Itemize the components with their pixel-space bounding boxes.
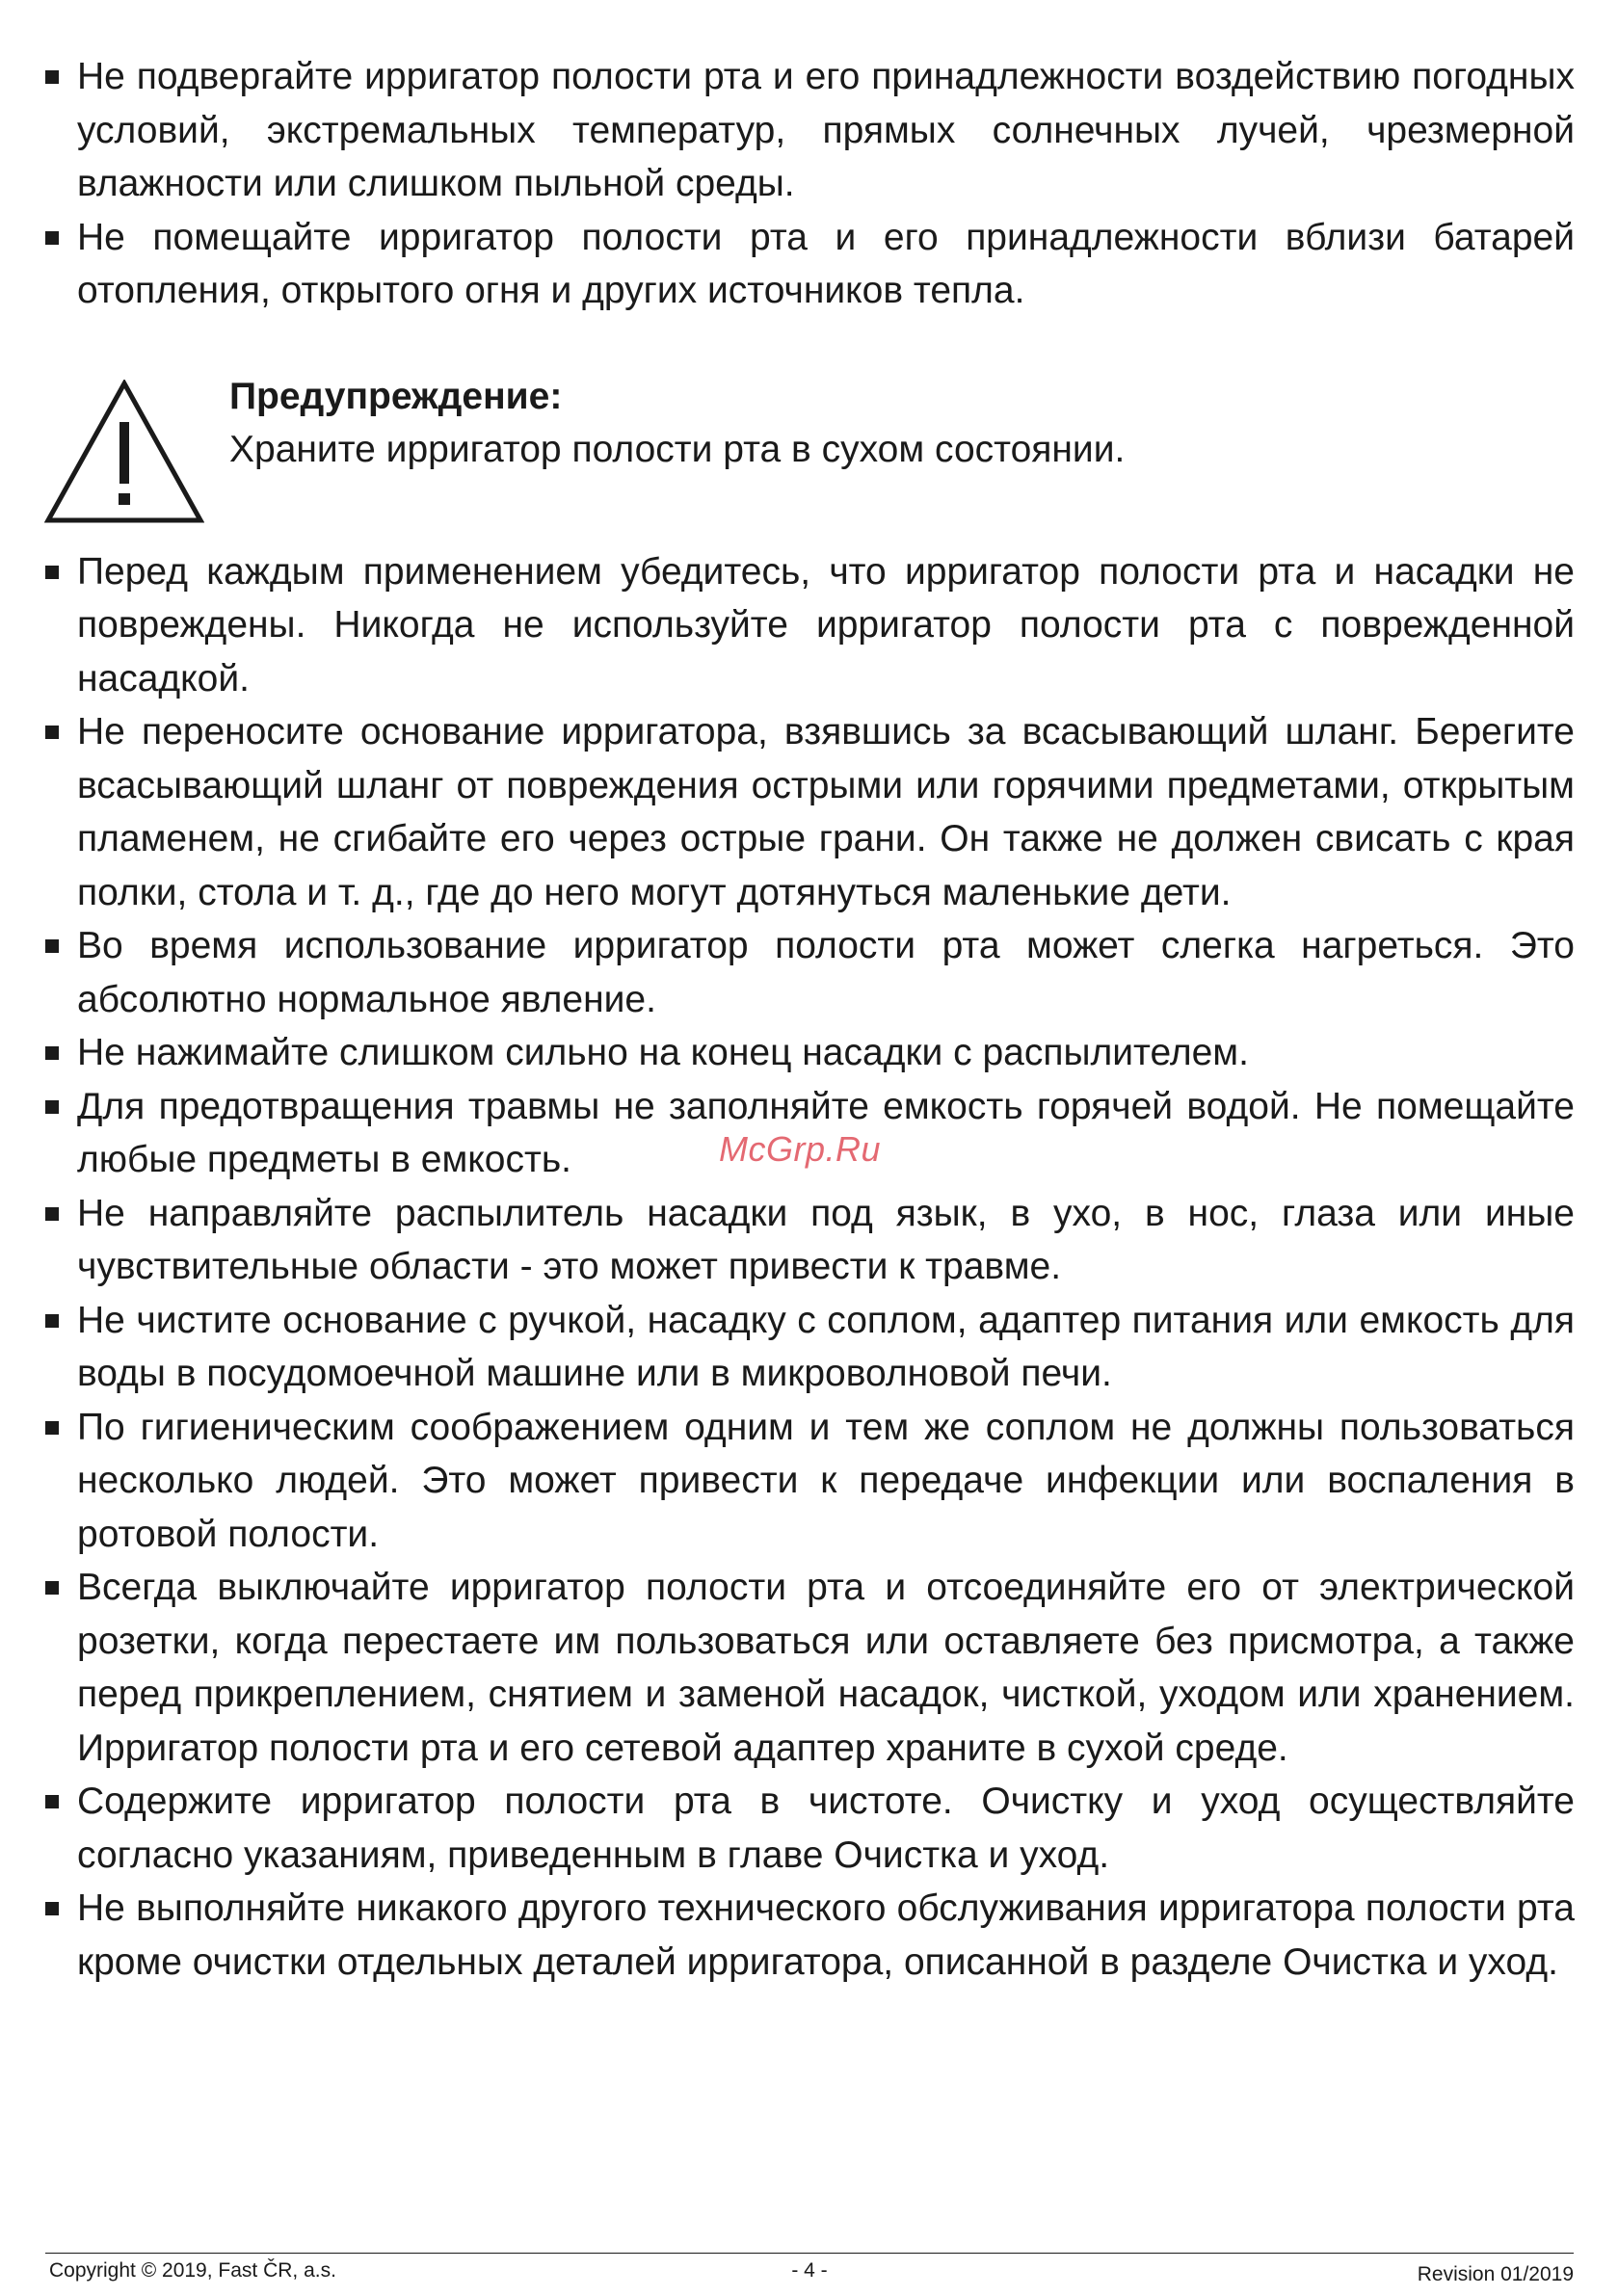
bullet-icon bbox=[45, 939, 59, 953]
bullet-icon bbox=[45, 1207, 59, 1221]
list-item-text: Перед каждым применением убедитесь, что ирригатор полости рта и насадки не повреждены. Никогда не используйте ирригатор полости рта с поврежденной насадкой. bbox=[77, 550, 1575, 699]
warning-block bbox=[44, 318, 1575, 545]
footer-copyright: Copyright © 2019, Fast ČR, a.s. bbox=[49, 2259, 336, 2282]
list-item-text: Содержите ирригатор полости рта в чистоте. Очистку и уход осуществляйте согласно указаниям, приведенным в главе Очистка и уход. bbox=[77, 1781, 1575, 1876]
main-list bbox=[44, 545, 1575, 1990]
list-item bbox=[44, 50, 1575, 211]
list-item-text: Не чистите основание с ручкой, насадку с соплом, адаптер питания или емкость для воды в посудомоечной машине или в микроволновой печи. bbox=[77, 1299, 1575, 1394]
list-item bbox=[44, 1187, 1575, 1294]
list-item-text: Не нажимайте слишком сильно на конец насадки с распылителем. bbox=[77, 1032, 1249, 1073]
list-item-text: Не переносите основание ирригатора, взявшись за всасывающий шланг. Берегите всасывающий шланг от повреждения острыми или горячими предметами, открытым пламенем, не сгибайте его через острые грани. Он также не должен свисать с края полки, стола и т. д., где до него могут дотянуться маленькие дети. bbox=[77, 711, 1575, 913]
bullet-icon bbox=[45, 566, 59, 579]
list-item-text: Во время использование ирригатор полости рта может слегка нагреться. Это абсолютно нормальное явление. bbox=[77, 925, 1575, 1020]
bullet-icon bbox=[45, 70, 59, 84]
bullet-icon bbox=[45, 1902, 59, 1915]
list-item bbox=[44, 705, 1575, 919]
top-list bbox=[44, 50, 1575, 318]
bullet-icon bbox=[45, 1795, 59, 1808]
list-item bbox=[44, 1026, 1575, 1080]
footer-page-number: - 4 - bbox=[791, 2259, 828, 2282]
list-item-text: Всегда выключайте ирригатор полости рта и отсоединяйте его от электрической розетки, когда перестаете им пользоваться или оставляете без присмотра, а также перед прикреплением, снятием и заменой насадок, чисткой, уходом или хранением. Ирригатор полости рта и его сетевой адаптер храните в сухой среде. bbox=[77, 1567, 1575, 1769]
bullet-icon bbox=[45, 231, 59, 245]
list-item bbox=[44, 919, 1575, 1026]
list-item bbox=[44, 211, 1575, 318]
list-item-text: По гигиеническим соображением одним и тем же соплом не должны пользоваться несколько людей. Это может привести к передаче инфекции или воспаления в ротовой полости. bbox=[77, 1406, 1575, 1555]
warning-triangle-icon bbox=[44, 380, 204, 524]
warning-text bbox=[229, 370, 1125, 476]
list-item-text: Для предотвращения травмы не заполняйте емкость горячей водой. Не помещайте любые предметы в емкость. bbox=[77, 1085, 1575, 1180]
list-item bbox=[44, 1294, 1575, 1401]
list-item-text: Не помещайте ирригатор полости рта и его принадлежности вблизи батарей отопления, открытого огня и других источников тепла. bbox=[77, 216, 1575, 311]
list-item bbox=[44, 1775, 1575, 1882]
list-item-text: Не подвергайте ирригатор полости рта и его принадлежности воздействию погодных условий, экстремальных температур, прямых солнечных лучей, чрезмерной влажности или слишком пыльной среды. bbox=[77, 56, 1575, 204]
page-footer bbox=[45, 2253, 1574, 2296]
bullet-icon bbox=[45, 1581, 59, 1595]
list-item bbox=[44, 1401, 1575, 1562]
list-item bbox=[44, 545, 1575, 706]
bullet-icon bbox=[45, 1421, 59, 1435]
bullet-icon bbox=[45, 1046, 59, 1060]
list-item-text: Не направляйте распылитель насадки под язык, в ухо, в нос, глаза или иные чувствительные области - это может привести к травме. bbox=[77, 1192, 1575, 1287]
bullet-icon bbox=[45, 726, 59, 739]
list-item bbox=[44, 1561, 1575, 1775]
warning-title: Предупреждение: bbox=[229, 375, 563, 417]
list-item bbox=[44, 1882, 1575, 1989]
footer-revision: Revision 01/2019 bbox=[1417, 2263, 1574, 2285]
list-item-text: Не выполняйте никакого другого технического обслуживания ирригатора полости рта кроме очистки отдельных деталей ирригатора, описанной в разделе Очистка и уход. bbox=[77, 1887, 1575, 1983]
warning-body: Храните ирригатор полости рта в сухом состоянии. bbox=[229, 428, 1126, 470]
bullet-icon bbox=[45, 1100, 59, 1114]
watermark: McGrp.Ru bbox=[719, 1129, 882, 1169]
document-body bbox=[44, 50, 1575, 1989]
bullet-icon bbox=[45, 1314, 59, 1328]
